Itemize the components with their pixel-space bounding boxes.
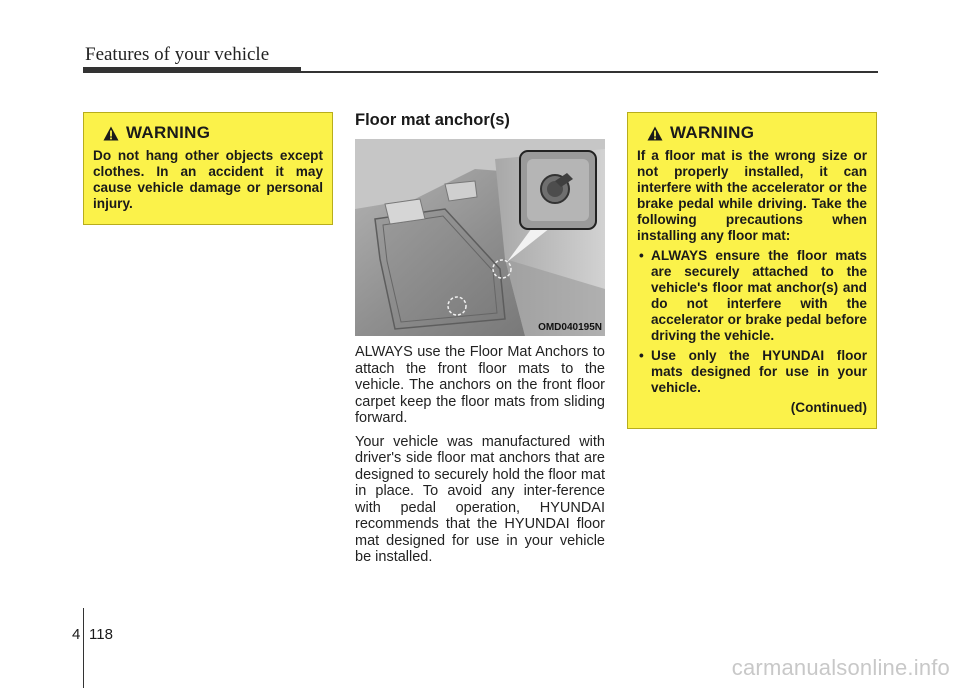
chapter-number: 4 [72, 626, 81, 643]
section-body [355, 344, 605, 573]
page-number: 118 [89, 626, 113, 643]
warning-heading [647, 123, 867, 143]
body-paragraph-2: Your vehicle was manufactured with driver's side floor mat anchors that are designed to securely hold the floor mat in place. To avoid any inter-ference with pedal operation, HYUNDAI recommends that the HYUNDAI floor mat designed for use in your vehicle be installed. [355, 433, 605, 565]
body-paragraph-1: ALWAYS use the Floor Mat Anchors to attach the front floor mats to the vehicle. The anchors on the front floor carpet keep the floor mats from sliding forward. [355, 344, 605, 426]
continued-label: (Continued) [790, 400, 867, 415]
figure-code: OMD040195N [538, 322, 602, 333]
section-title: Floor mat anchor(s) [355, 111, 510, 129]
warning-intro: If a floor mat is the wrong size or not properly installed, it can interfere with the accelerator or the brake pedal while driving. Take the following precautions when installing any floor mat: [637, 148, 867, 243]
warning-title: WARNING [126, 123, 211, 142]
warning-box-right [627, 112, 877, 429]
warning-triangle-icon [647, 126, 663, 141]
page-header-title: Features of your vehicle [85, 44, 270, 65]
warning-text: Do not hang other objects except clothes. In an accident it may cause vehicle damage or personal injury. [93, 148, 323, 211]
warning-bullet-list [637, 248, 867, 396]
warning-bullet-2: • Use only the HYUNDAI floor mats designed for use in your vehicle. [637, 348, 867, 396]
warning-triangle-icon [103, 126, 119, 141]
warning-title: WARNING [670, 123, 755, 142]
warning-bullet-1: • ALWAYS ensure the floor mats are securely attached to the vehicle's floor mat anchor(s) and do not interfere with the accelerator or brake pedal before driving the vehicle. [637, 248, 867, 344]
footer-divider [83, 608, 84, 688]
warning-heading [103, 123, 323, 143]
header-rule-thin [83, 71, 878, 73]
watermark: carmanualsonline.info [731, 655, 950, 680]
floor-mat-image [355, 139, 605, 336]
warning-box-left [83, 112, 333, 225]
floor-mat-anchor-illustration [355, 139, 605, 336]
